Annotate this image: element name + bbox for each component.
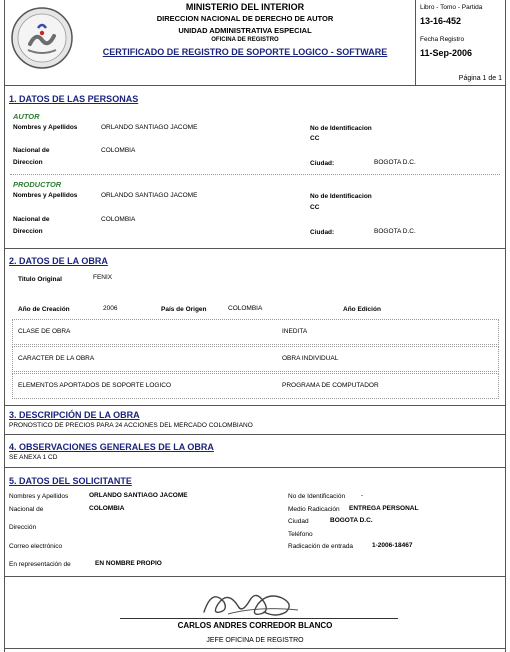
work-class-row <box>12 319 499 345</box>
year-value: 2006 <box>103 305 118 312</box>
author-city-label: Ciudad: <box>310 160 335 167</box>
producer-address-label: Direccion <box>13 228 43 235</box>
footer-line <box>4 648 506 649</box>
general-observations: SE ANEXA 1 CD <box>9 454 58 461</box>
direction-name: DIRECCION NACIONAL DE DERECHO DE AUTOR <box>156 14 334 23</box>
header-divider <box>415 0 416 85</box>
author-name-value: ORLANDO SANTIAGO JACOME <box>101 124 198 131</box>
software-elements-value: PROGRAMA DE COMPUTADOR <box>282 382 379 389</box>
edition-label: Año Edición <box>343 306 381 313</box>
applicant-id-value: - <box>361 492 364 499</box>
date-value: 11-Sep-2006 <box>420 48 473 58</box>
producer-name-label: Nombres y Apellidos <box>13 192 78 199</box>
applicant-filing-label: Radicación de entrada <box>288 543 354 550</box>
producer-city-value: BOGOTA D.C. <box>374 228 416 235</box>
section5-bottom-line <box>4 576 506 577</box>
year-label: Año de Creación <box>18 306 70 313</box>
work-class-value: INEDITA <box>282 328 308 335</box>
section4-bottom-line <box>4 467 506 468</box>
signer-name: CARLOS ANDRES CORREDOR BLANCO <box>177 621 333 630</box>
producer-nationality-label: Nacional de <box>13 216 50 223</box>
applicant-address-label: Dirección <box>9 524 37 531</box>
applicant-city-value: BOGOTA D.C. <box>330 517 373 524</box>
country-label: País de Origen <box>161 306 207 313</box>
section3-title: 3. DESCRIPCIÓN DE LA OBRA <box>9 410 140 420</box>
signature-image <box>198 584 308 620</box>
applicant-city-label: Ciudad <box>288 518 309 525</box>
work-character-value: OBRA INDIVIDUAL <box>282 355 339 362</box>
producer-heading: PRODUCTOR <box>13 180 62 189</box>
ministry-name: MINISTERIO DEL INTERIOR <box>185 2 305 12</box>
applicant-phone-label: Teléfono <box>288 531 313 538</box>
applicant-representation-label: En representación de <box>9 561 71 568</box>
producer-id-label: No de Identificacion <box>310 193 372 200</box>
unit-name: UNIDAD ADMINISTRATIVA ESPECIAL <box>178 26 312 35</box>
work-class-label: CLASE DE OBRA <box>18 328 71 335</box>
header-bottom-line <box>4 85 506 86</box>
country-value: COLOMBIA <box>228 305 263 312</box>
applicant-representation-value: EN NOMBRE PROPIO <box>95 560 162 567</box>
author-nationality-value: COLOMBIA <box>101 147 136 154</box>
signature-line <box>120 618 398 619</box>
section2-bottom-line <box>4 405 506 406</box>
producer-nationality-value: COLOMBIA <box>101 216 136 223</box>
author-nationality-label: Nacional de <box>13 147 50 154</box>
author-city-value: BOGOTA D.C. <box>374 159 416 166</box>
section1-bottom-line <box>4 248 506 249</box>
author-divider <box>10 174 500 175</box>
applicant-nationality-value: COLOMBIA <box>89 505 125 512</box>
book-value: 13-16-452 <box>420 16 462 26</box>
applicant-filing-value: 1-2006-18467 <box>372 542 413 549</box>
author-name-label: Nombres y Apellidos <box>13 124 78 131</box>
work-description: PRONOSTICO DE PRECIOS PARA 24 ACCIONES DEL MERCADO COLOMBIANO <box>9 422 253 429</box>
section2-title: 2. DATOS DE LA OBRA <box>9 256 108 266</box>
author-address-label: Direccion <box>13 159 43 166</box>
certificate-title: CERTIFICADO DE REGISTRO DE SOPORTE LOGICO - SOFTWARE <box>102 47 388 57</box>
section5-title: 5. DATOS DEL SOLICITANTE <box>9 476 132 486</box>
author-id-value: CC <box>310 135 320 142</box>
applicant-nationality-label: Nacional de <box>9 506 44 513</box>
work-character-label: CARACTER DE LA OBRA <box>18 355 95 362</box>
applicant-medium-label: Medio Radicación <box>288 506 340 513</box>
producer-city-label: Ciudad: <box>310 229 335 236</box>
author-heading: AUTOR <box>13 112 40 121</box>
book-label: Libro - Tomo - Partida <box>420 4 483 11</box>
applicant-medium-value: ENTREGA PERSONAL <box>349 505 419 512</box>
office-name: OFICINA DE REGISTRO <box>211 37 279 43</box>
author-id-label: No de Identificacion <box>310 125 372 132</box>
section3-bottom-line <box>4 434 506 435</box>
producer-id-value: CC <box>310 204 320 211</box>
producer-name-value: ORLANDO SANTIAGO JACOME <box>101 192 198 199</box>
applicant-id-label: No de Identificación <box>288 493 346 500</box>
section4-title: 4. OBSERVACIONES GENERALES DE LA OBRA <box>9 442 214 452</box>
original-title-value: FENIX <box>93 274 113 281</box>
date-label: Fecha Registro <box>420 36 465 43</box>
section1-title: 1. DATOS DE LAS PERSONAS <box>9 94 139 104</box>
applicant-email-label: Correo electrónico <box>9 543 63 550</box>
applicant-name-label: Nombres y Apellidos <box>9 493 69 500</box>
applicant-name-value: ORLANDO SANTIAGO JACOME <box>89 492 188 499</box>
software-elements-label: ELEMENTOS APORTADOS DE SOPORTE LOGICO <box>18 382 172 389</box>
page-number: Página 1 de 1 <box>458 75 502 82</box>
logo <box>10 6 74 70</box>
signer-role: JEFE OFICINA DE REGISTRO <box>206 637 304 644</box>
original-title-label: Titulo Original <box>18 276 62 283</box>
